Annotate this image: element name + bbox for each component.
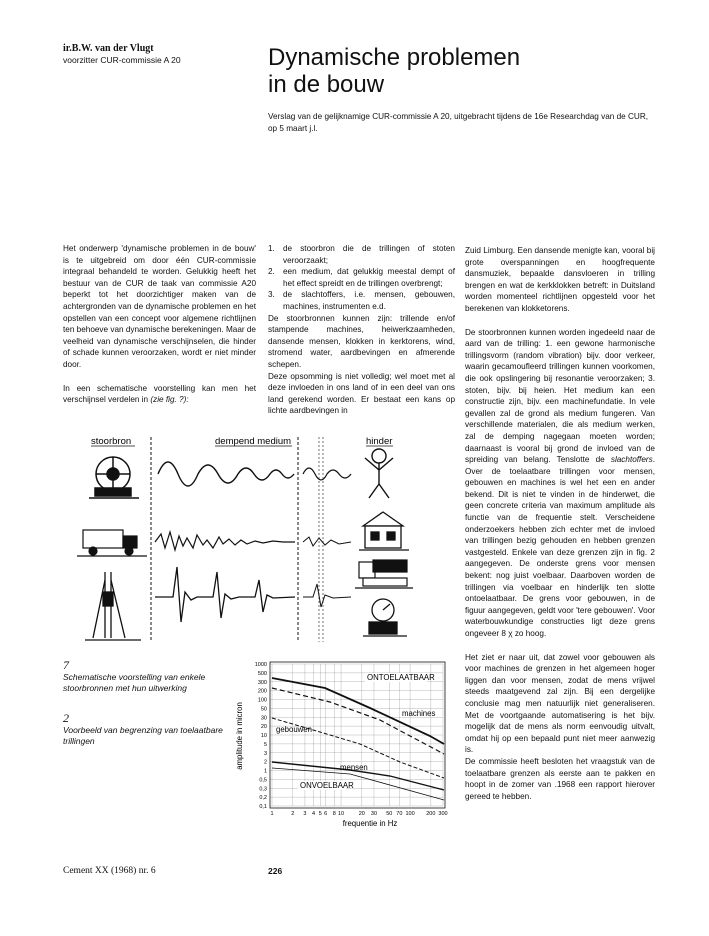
author-name: ir.B.W. van der Vlugt <box>63 43 154 54</box>
caption-figure-2 <box>63 713 223 748</box>
x-tick-label: 10 <box>337 811 345 817</box>
person-icon <box>365 449 393 498</box>
col3-paragraph-1: Zuid Limburg. Een dansende menigte kan, vooral bij grote overspanningen en hoogfrequente dansmuziek, bepaalde dansvloeren in trilling brengen en wat de kerkklokken betreft: in Duitsland worden momenteel richtlijnen opgesteld voor het berekenen van klokketorens. <box>465 246 655 313</box>
caption-1-text: Schematische voorstelling van enkele stoorbronnen met hun uitwerking <box>63 671 206 693</box>
col3-p2-part-a: De stoorbronnen kunnen worden ingedeeld naar de aard van de trilling: 1. een gewone harmonische trillingsvorm (random vibration) bijv. door verkeer, waarin gecamoufleerd trillingen kunnen voorkomen, die ook opslingering bij resonantie veroorzaken; 3. stoten, bijv. bij heien. Het medium kan een constructie zijn, bijv. een machinefundatie. In vele gevallen zal de grond als medium fungeren. Van verschillende materialen, die als medium werken, zal de demping nagegaan moeten worden; daarnaast is vooral bij grond de invloed van de spreiding van belang. Tenslotte de <box>465 327 655 465</box>
machine-foundation-icon <box>355 560 413 588</box>
col3-p2-italic: slachtoffers <box>610 455 653 465</box>
col1-paragraph-1: Het onderwerp 'dynamische problemen in de bouw' is te uitgebreid om door één CUR-commissie integraal behandeld te worden. Gelukkig heeft het bestuur van de CUR de taak van commissie A20 beperkt tot het doorzichtiger maken van de achtergronden van de dynamische problemen en het opstellen van een concept voor algemene richtlijnen ten behoeve van dynamische berekeningen. Maar de veelheid van dynamische verschijnselen, die hinder of schade kunnen veroorzaken, wordt er niet minder door. <box>63 244 256 369</box>
caption-2-number: 2 <box>63 711 69 725</box>
page-number: 226 <box>268 866 283 876</box>
x-tick-label: 20 <box>358 811 365 817</box>
col1-paragraph-2 <box>63 383 256 406</box>
x-tick-label: 70 <box>396 811 403 817</box>
journal-reference: Cement XX (1968) nr. 6 <box>63 866 156 876</box>
list-number: 1. <box>268 244 275 253</box>
x-tick-label: 100 <box>405 811 415 817</box>
list-number: 3. <box>268 290 275 300</box>
y-tick-label: 1 <box>263 768 267 775</box>
fig1-label-medium: dempend medium <box>215 436 292 447</box>
truck-icon <box>77 530 147 556</box>
wave-random <box>155 532 295 550</box>
x-axis-ticks <box>270 811 447 817</box>
y-axis-label: amplitude in micron <box>235 702 244 770</box>
x-tick-label: 2 <box>291 811 295 817</box>
y-tick-label: 300 <box>257 679 267 686</box>
caption-2-text: Voorbeeld van begrenzing van toelaatbare trillingen <box>63 724 223 746</box>
gauge-icon <box>363 599 407 636</box>
wave-harmonic <box>158 462 294 486</box>
x-tick-label: 200 <box>426 811 436 817</box>
label-gebouwen: gebouwen <box>276 725 312 734</box>
label-mensen: mensen <box>340 763 368 772</box>
house-icon <box>359 512 409 550</box>
label-machines: machines <box>402 709 436 718</box>
title-line-1: Dynamische problemen <box>268 44 521 71</box>
col3-paragraph-3: Het ziet er naar uit, dat zowel voor gebouwen als voor machines de grenzen in het algemeen hoger liggen dan voor mensen, zodat de mens vrijwel steeds maatgevend zal zijn. Bij een dergelijke conclusie mag men natuurlijk niet generaliseren. Met de voortgaande automatisering is het bijv. mogelijk dat de mens als norm eenvoudig uitvalt, omdat hij op een bepaald punt niet meer aanwezig is. <box>465 652 655 755</box>
y-tick-label: 20 <box>260 724 267 731</box>
column-2 <box>268 243 455 417</box>
x-tick-label: 8 <box>332 811 336 817</box>
list-text: de slachtoffers, i.e. mensen, gebouwen, machines, instrumenten e.d. <box>283 290 455 311</box>
x-tick-label: 4 <box>312 811 316 817</box>
x-tick-label: 300 <box>438 811 448 817</box>
y-tick-label: 500 <box>257 670 267 677</box>
wave-impulse <box>155 567 295 622</box>
x-tick-label: 30 <box>370 811 378 817</box>
x-tick-label: 1 <box>270 811 274 817</box>
y-tick-label: 2 <box>263 759 267 766</box>
x-tick-label: 6 <box>324 811 328 817</box>
fig1-label-victim: hinder <box>366 436 393 447</box>
source-list <box>268 243 455 313</box>
caption-figure-1 <box>63 660 223 695</box>
author-role: voorzitter CUR-commissie A 20 <box>63 55 181 65</box>
y-tick-label: 3 <box>263 750 267 757</box>
list-text: een medium, dat gelukkig meestal dempt of het effect spreidt en de trillingen overbrengt; <box>283 267 455 288</box>
pile-driver-icon <box>85 572 141 640</box>
y-tick-label: 5 <box>263 741 267 748</box>
column-1 <box>63 243 256 418</box>
y-tick-label: 1000 <box>254 662 267 668</box>
article-intro: Verslag van de gelijknamige CUR-commissie A 20, uitgebracht tijdens de 16e Researchdag van de CUR, op 5 maart j.l. <box>268 112 649 133</box>
caption-1-number: 7 <box>63 658 69 672</box>
fig1-label-source: stoorbron <box>91 436 132 447</box>
y-tick-label: 0,1 <box>259 804 267 810</box>
col2-paragraph-2: De stoorbronnen kunnen zijn: trillende en/of stampende machines, heiwerkzaamheden, dansende mensen, klokken in kerktorens, wind, stromend water, aardbevingen en afmerende schepen. <box>268 313 455 369</box>
col3-paragraph-4: De commissie heeft besloten het vraagstuk van de toelaatbare grenzen als eerste aan te pakken en hoopt in de zomer van .1968 een rapport hierover gereed te hebben. <box>465 756 655 801</box>
x-tick-label: 3 <box>303 811 307 817</box>
figure-1-schematic <box>63 432 461 652</box>
figure-2-vibration-chart <box>230 658 458 828</box>
y-tick-label: 0,3 <box>259 786 267 793</box>
curve-machines <box>272 688 444 754</box>
chart-grid <box>270 664 443 806</box>
x-tick-label: 5 <box>318 811 322 817</box>
list-number: 2. <box>268 267 275 277</box>
label-onvoelbaar: ONVOELBAAR <box>300 781 354 790</box>
y-tick-label: 100 <box>257 697 267 704</box>
col1-p2-text: In een schematische voorstelling kan men het verschijnsel verdelen in <box>63 383 256 405</box>
article-title <box>268 44 520 98</box>
machine-icon <box>89 457 139 498</box>
col2-paragraph-3: Deze opsomming is niet volledig; wel moet met al deze invloeden in ons land of in een deel van ons land gerekend worden. Er bestaat een kans op lichte aardbevingen in <box>268 371 455 416</box>
y-tick-label: 10 <box>260 733 267 739</box>
title-line-2: in de bouw <box>268 71 385 98</box>
list-item <box>268 266 455 289</box>
col3-paragraph-2 <box>465 327 655 640</box>
fig-reference: (zie fig. ?): <box>150 395 189 405</box>
list-item <box>268 243 455 266</box>
x-tick-label: 50 <box>386 811 393 817</box>
y-tick-label: 200 <box>257 688 267 695</box>
list-item <box>268 289 455 312</box>
x-axis-label: frequentie in Hz <box>342 819 398 828</box>
y-tick-label: 0,2 <box>259 795 267 802</box>
list-text: de stoorbron die de trillingen of stoten veroorzaakt; <box>283 244 455 265</box>
y-tick-label: 50 <box>260 706 267 713</box>
label-ontoelaatbaar: ONTOELAATBAAR <box>367 673 435 682</box>
y-tick-label: 0,5 <box>259 777 267 784</box>
y-tick-label: 30 <box>260 715 267 722</box>
col3-p2-part-b: . Over de toelaatbare trillingen voor mensen, gebouwen en machines is wel het een en ander bekend. Dit is niet te vinden in de hinderwet, die geen concrete criteria van maximum amplitude als functie van de frequentie stelt. Verscheidene onderzoekers hebben zich echter met de invloed van trillingen bezig gehouden en hebben grenzen vastgesteld. Enkele van deze grenzen zijn in fig. 2 aangegeven. De onderste grens voor mensen bekent: nog juist voelbaar. Daarboven worden de trillingen via voelbaar en hinderlijk ten slotte ontoelaatbaar. De grens voor gebouwen, in de figuur aangegeven, geldt voor 'tere gebouwen'. Voor waterbouwkundige constructies ligt deze grens ongeveer 8 χ zo hoog. <box>465 455 655 638</box>
y-axis-ticks <box>255 662 267 810</box>
column-3 <box>465 245 655 814</box>
